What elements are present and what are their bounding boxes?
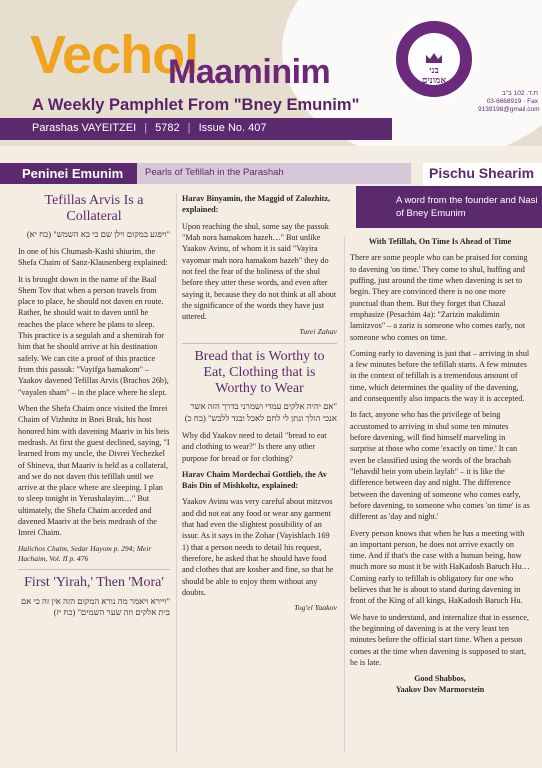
crown-icon — [426, 53, 442, 63]
year-label: 5782 — [155, 122, 180, 134]
column-3 — [350, 236, 530, 695]
paragraph: Upon reaching the shul, some say the passuk "Mah nora hamakom hazeh…" But unlike Yaakov Avinu, of whom it is said "Vayira vayomar mah nora hamakom hazeh" they do not feel the fear of the holiness of the shul before they utter these words, and even after saying it, because they do not think at all about the significance of the words they have just uttered. — [182, 221, 337, 322]
signature-name: Yaakov Dov Marmorstein — [395, 685, 485, 695]
paragraph-intro: Harav Binyamin, the Maggid of Zalozhitz, explained: — [182, 194, 331, 215]
hebrew-quote: "אם יהיה אלקים עמדי ושמרני בדרך הזה אשר אנכי הולך ונתן לי לחם לאכל ובגד ללבש" (כח כ) — [184, 401, 337, 424]
logo-inner — [408, 33, 460, 85]
column-2 — [182, 193, 337, 619]
title-vechol: Vechol — [30, 25, 199, 85]
contact-line: 9139198@gmail.com — [478, 106, 540, 114]
paragraph: There are some people who can be praised for coming to davening 'on time.' They come to shul, huffing and puffing, just around the time when davening is set to begin. They are convinced there is no one more punctual than them. But they forget that Chazal emphasize (Pesachim 4a): "Zarizin makdimin lamitzvos" – a zariz is someone who comes early, not someone who comes on time. — [350, 253, 528, 342]
contact-info — [478, 90, 538, 114]
masthead — [0, 0, 542, 146]
divider — [18, 569, 170, 570]
founder-word-box: A word from the founder and Nasi of Bney Emunim — [356, 186, 542, 228]
contact-line: 03-6668919 · Fax — [486, 98, 538, 106]
bney-emunim-logo — [393, 18, 475, 100]
paragraph: Why did Yaakov need to detail "bread to eat and clothing to wear?" Is there any other purpose for bread or for clothing? — [182, 430, 327, 463]
credit: Turei Zahav — [299, 327, 337, 337]
hebrew-quote: "ויפגע במקום וילן שם כי בא השמש" (כח יא) — [26, 229, 170, 240]
separator: | — [187, 122, 191, 134]
separator: | — [144, 122, 148, 134]
column-divider — [344, 236, 345, 753]
section-subtitle: Pearls of Tefillah in the Parashah — [145, 167, 284, 178]
contact-line: ת.ד. 102 ב"ב — [501, 90, 538, 97]
peninei-emunim-bar — [0, 163, 411, 184]
article-title: First 'Yirah,' Then 'Mora' — [24, 575, 164, 591]
issue-bar — [0, 118, 392, 140]
paragraph: When the Shefa Chaim once visited the Imrei Chaim of Vizhnitz in Bnei Brak, his host honored him with davening Maariv in his beis medrash. At first the guest declined, saying, "I learned from my uncle, the Divrei Yechezkel of Shineva, that Maariv is held as a collateral, and we do not daven this tefillah until we arrive at the place where are sleeping. I plan to sleep tonight in Yerushalayim…" But ultimately, the Shefa Chaim acceded and davened Maariv at the beis medrash of the Imrei Chaim. — [18, 403, 170, 538]
column-1 — [18, 193, 170, 624]
issue-label: Issue No. 407 — [198, 122, 267, 134]
column-divider — [176, 193, 177, 753]
section-tag: Peninei Emunim — [0, 163, 137, 184]
hebrew-quote: "ויירא ויאמר מה נורא המקום הזה אין זה כי אם בית אלקים וזה שער השמים" (כח יז) — [20, 595, 170, 618]
parasha-label: Parashas VAYEITZEI — [32, 122, 137, 134]
title-maaminim: Maaminim — [168, 53, 331, 91]
paragraph: Coming early to davening is just that – arriving in shul a few minutes before the tefillah starts. A few minutes in the context of tefillah is a tremendous amount of time, which determines the quality of the davening, and consequently also impacts the way it is accepted. — [350, 348, 530, 404]
section-title: Pischu Shearim — [429, 165, 535, 181]
paragraph: Yaakov Avinu was very careful about mitzvos and did not eat any food or wear any garment that had even the slightest possibility of an issur. As it says in the Zohar (Vayishlach 169 1) that a person needs to detail his request, therefore, he asked that he should have food and clothes that are kosher and fine, so that he should be able to enjoy them without any doubts. — [182, 497, 334, 597]
signature-greeting: Good Shabbos, — [414, 674, 466, 684]
logo-text: בני אמונים — [421, 65, 447, 85]
divider — [182, 343, 337, 344]
paragraph: We have to understand, and internalize that in essence, the beginning of davening is at the very least ten minutes before the official start time. When a person comes at the time when davening is supposed to start, he is late. — [350, 612, 529, 667]
article-heading: With Tefillah, On Time Is Ahead of Time — [368, 237, 512, 246]
source-citation: Halichos Chaim, Sedar Hayom p. 294; Meir Hachaim, Vol. II p. 476 — [18, 543, 152, 564]
paragraph: In one of his Chumash-Kashi shiurim, the Shefa Chaim of Sanz-Klausenberg explained: — [18, 246, 168, 268]
paragraph: It is brought down in the name of the Baal Shem Tov that when a person travels from place to place, he should not daven en route. Rather, he should wait to daven until he reaches the place where he plans to sleep. This practice is a segulah and a shemirah for him that he should arrive at his destination safely. We can cite a proof of this practice from this passuk: "Vayifga bamakom" – Yaakov davened Tefillas Arvis (Brachos 26b), "vayalen sham" – in the place where he slept. — [18, 274, 169, 397]
paragraph-intro: Harav Chaim Mordechai Gottlieb, the Av Bais Din of Mishkoltz, explained: — [182, 469, 327, 491]
article-title: Bread that is Worthy to Eat, Clothing that is Worthy to Wear — [194, 349, 325, 397]
paragraph: Every person knows that when he has a meeting with an important person, he does not arrive exactly on time. And if that's the case with a human being, how much more so must it be with HaKadosh Baruch Hu… Coming early to tefillah is obligatory for one who believes that he is about to stand during davening in front of the King of all kings, HaKadosh Baruch Hu. — [350, 528, 530, 606]
subtitle: A Weekly Pamphlet From "Bney Emunim" — [32, 96, 360, 114]
article-title: Tefillas Arvis Is a Collateral — [44, 193, 144, 225]
paragraph: In fact, anyone who has the privilege of being accustomed to arriving in shul some ten minutes before davening, will find himself marveling in surprise at those who come 'exactly on time.' It can even be classified using the words of the brachah "lehavdil bein yom ubein laylah" – it is like the difference between day and night. The difference between the davening of someone who comes early, before davening, to someone who comes 'on time' is as different as 'day and night.' — [350, 410, 530, 522]
credit: Tog'el Yaakov — [294, 603, 337, 613]
